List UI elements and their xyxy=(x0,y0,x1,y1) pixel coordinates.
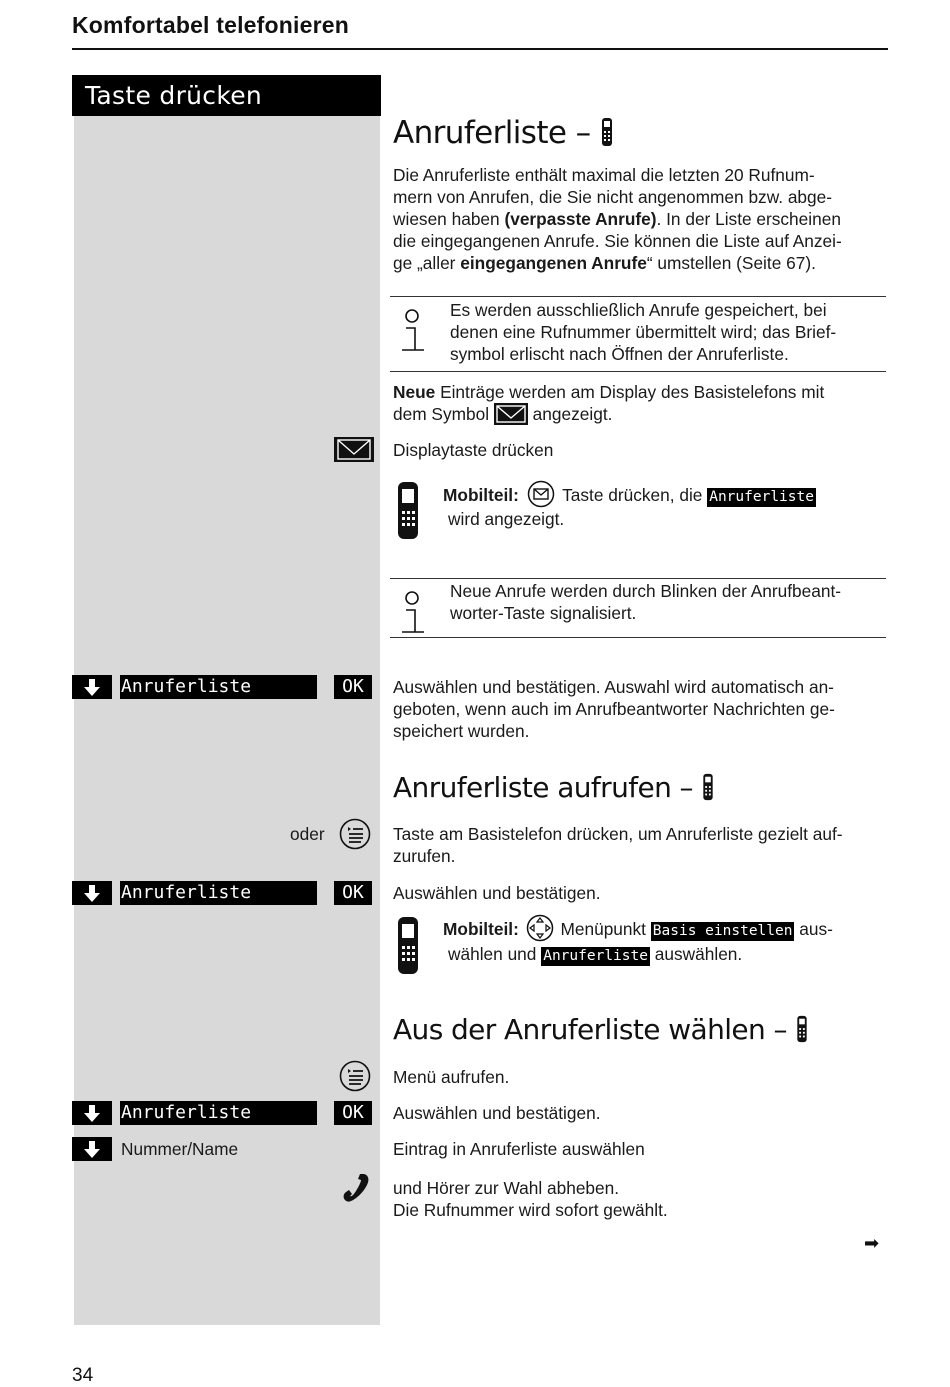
handset-icon[interactable] xyxy=(340,1172,372,1204)
menu-key-icon[interactable] xyxy=(339,818,371,850)
info-icon xyxy=(398,308,428,356)
entry-select-text: Eintrag in Anruferliste auswählen xyxy=(393,1139,645,1159)
down-arrow-icon[interactable] xyxy=(72,675,112,699)
mobile-handset-icon xyxy=(397,481,419,541)
note-top-rule xyxy=(390,296,886,297)
next-page-arrow-icon: ➡ xyxy=(864,1233,880,1253)
menu-open-text: Menü aufrufen. xyxy=(393,1067,510,1087)
down-arrow-icon[interactable] xyxy=(72,1137,112,1161)
select-confirm-text: Auswählen und bestätigen. xyxy=(393,883,601,903)
envelope-icon xyxy=(494,403,528,425)
note2-top-rule xyxy=(390,578,886,579)
select-confirm-text: Auswählen und bestätigen. xyxy=(393,1103,601,1123)
section-title-waehlen: Aus der Anruferliste wählen – xyxy=(393,1013,809,1046)
key-column-heading: Taste drücken xyxy=(72,75,381,116)
dial-text: und Hörer zur Wahl abheben. Die Rufnummer wird sofort gewählt. xyxy=(393,1178,668,1220)
mobilteil-instruction-2: Mobilteil: Menüpunkt Basis einstellen aus- wählen und Anruferliste auswählen. xyxy=(443,914,888,966)
page-header-title: Komfortabel telefonieren xyxy=(72,12,350,38)
new-entries-text: Neue Einträge werden am Display des Basistelefons mit dem Symbol angezeigt. xyxy=(393,382,825,424)
lcd-anruferliste: Anruferliste xyxy=(543,948,648,964)
ok-button[interactable]: OK xyxy=(334,1101,372,1125)
intro-paragraph: Die Anruferliste enthält maximal die letzten 20 Rufnum- mern von Anrufen, die Sie nicht angenommen bzw. abge- wiesen haben (verpasste Anrufe). In der Liste erscheinen die eingegangenen Anrufe. Sie können die Liste auf Anzei- ge „aller eingegangenen Anrufe“ umstellen (Seite 67). xyxy=(393,165,842,273)
note-storage: Es werden ausschließlich Anrufe gespeichert, bei denen eine Rufnummer übermittelt wird; das Brief- symbol erlischt nach Öffnen der Anruferliste. xyxy=(450,300,837,364)
down-arrow-icon[interactable] xyxy=(72,881,112,905)
lcd-anruferliste: Anruferliste xyxy=(709,489,814,505)
ok-button[interactable]: OK xyxy=(334,881,372,905)
lcd-menu-item-anruferliste[interactable]: Anruferliste xyxy=(120,881,317,905)
lcd-menu-item-anruferliste[interactable]: Anruferliste xyxy=(120,675,317,699)
envelope-key-icon xyxy=(527,480,555,508)
section-title-anruferliste: Anruferliste – xyxy=(393,115,614,151)
oder-label: oder xyxy=(290,824,325,844)
section-title-aufrufen: Anruferliste aufrufen – xyxy=(393,771,715,804)
lcd-basis-einstellen: Basis einstellen xyxy=(652,923,793,939)
mobile-handset-icon xyxy=(600,117,614,147)
lcd-menu-item-anruferliste[interactable]: Anruferliste xyxy=(120,1101,317,1125)
note2-bottom-rule xyxy=(390,637,886,638)
info-icon xyxy=(398,590,428,638)
mobile-handset-icon xyxy=(795,1015,809,1043)
menu-key-icon[interactable] xyxy=(339,1060,371,1092)
ok-button[interactable]: OK xyxy=(334,675,372,699)
mobilteil-instruction-1: Mobilteil: Taste drücken, die Anruferliste wird angezeigt. xyxy=(443,480,888,530)
select-confirm-text: Auswählen und bestätigen. Auswahl wird automatisch an- geboten, wenn auch im Anrufbeantworter Nachrichten ge- speichert wurden. xyxy=(393,677,835,741)
display-key-icon[interactable] xyxy=(334,437,374,462)
note-blink: Neue Anrufe werden durch Blinken der Anrufbeant- worter-Taste signalisiert. xyxy=(450,581,841,623)
entry-label-nummer-name: Nummer/Name xyxy=(121,1139,239,1159)
page-number: 34 xyxy=(72,1365,94,1386)
note-bottom-rule xyxy=(390,371,886,372)
mobile-handset-icon xyxy=(701,773,715,801)
display-key-text: Displaytaste drücken xyxy=(393,440,554,460)
header-divider xyxy=(72,48,888,50)
base-key-text: Taste am Basistelefon drücken, um Anruferliste gezielt auf- zurufen. xyxy=(393,824,843,866)
mobile-handset-icon xyxy=(397,916,419,976)
down-arrow-icon[interactable] xyxy=(72,1101,112,1125)
nav-key-icon xyxy=(526,914,554,942)
